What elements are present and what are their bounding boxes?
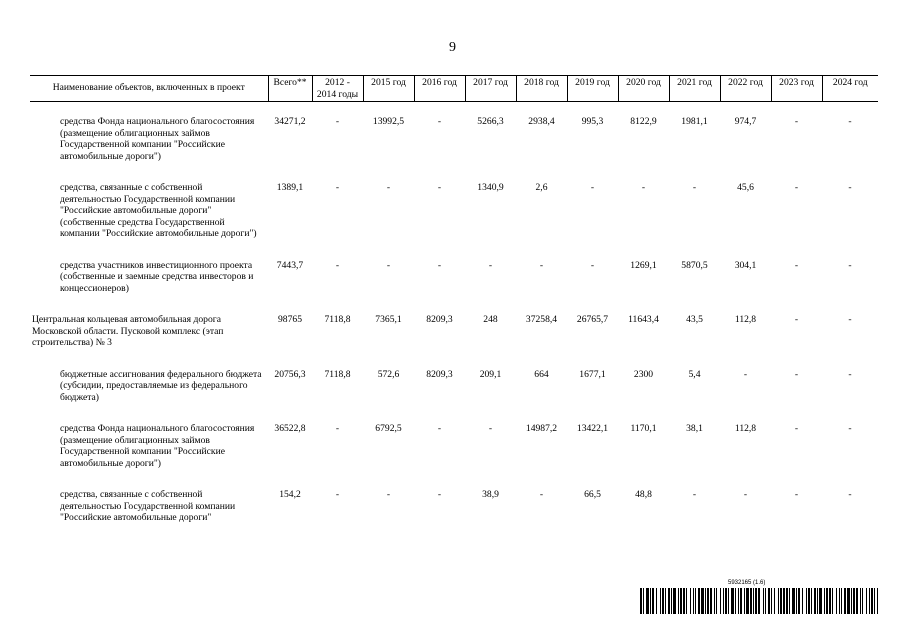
row-value-cell: 36522,8 <box>274 423 306 434</box>
column-header-2015: 2015 год <box>363 76 414 102</box>
barcode-bar <box>824 588 825 614</box>
table-row <box>30 403 878 469</box>
barcode-bar <box>731 588 734 614</box>
row-name-cell: бюджетные ассигнования федерального бюджета (субсидии, предоставляемые из федерального бюджета) <box>60 368 262 403</box>
row-value-cell: 20756,3 <box>274 368 306 380</box>
row-value-cell: 7118,8 <box>324 314 351 325</box>
barcode-bar <box>862 588 863 614</box>
row-value-cell: - <box>437 116 442 127</box>
barcode-bar <box>874 588 875 614</box>
barcode-bar <box>877 588 878 614</box>
barcode-bar <box>750 588 752 614</box>
row-value-cell: - <box>335 489 340 500</box>
column-header-total: Всего** <box>268 76 312 102</box>
barcode-bar <box>853 588 855 614</box>
row-value-cell: - <box>437 489 442 500</box>
row-name-cell: Центральная кольцевая автомобильная дорога Московской области. Пусковой комплекс (этап строительства) № 3 <box>32 314 224 348</box>
barcode-block <box>640 580 878 614</box>
barcode-bar <box>771 588 772 614</box>
barcode-bar <box>758 588 760 614</box>
barcode-bar <box>819 588 822 614</box>
row-value-cell: 45,6 <box>737 182 754 193</box>
row-value-cell: 38,1 <box>686 423 703 434</box>
barcode-bar <box>656 588 657 614</box>
barcode-bar <box>673 588 676 614</box>
barcode-bar <box>698 588 700 614</box>
column-header-2022: 2022 год <box>720 76 771 102</box>
row-value-cell: 248 <box>483 314 498 325</box>
barcode-bar <box>860 588 861 614</box>
row-value-cell: 11643,4 <box>628 314 659 325</box>
barcode-bar <box>701 588 704 614</box>
column-header-2016: 2016 год <box>414 76 465 102</box>
row-value-cell: - <box>590 182 595 193</box>
barcode-bar <box>802 588 803 614</box>
column-header-2023: 2023 год <box>771 76 822 102</box>
barcode-bar <box>814 588 816 614</box>
barcode-bar <box>738 588 739 614</box>
row-value-cell: 43,5 <box>686 314 703 325</box>
table-row <box>30 469 878 524</box>
barcode-bar <box>678 588 679 614</box>
row-value-cell: - <box>386 259 391 271</box>
barcode-bar <box>705 588 706 614</box>
row-value-cell: - <box>539 259 544 271</box>
row-value-cell: - <box>335 182 340 193</box>
row-value-cell: 112,8 <box>734 423 757 434</box>
barcode-bar <box>728 588 729 614</box>
barcode-bar <box>665 588 666 614</box>
barcode-bar <box>720 588 721 614</box>
row-value-cell: 1170,1 <box>630 423 657 434</box>
barcode-bar <box>856 588 858 614</box>
row-value-cell: - <box>386 489 391 500</box>
row-value-cell: - <box>641 182 646 193</box>
barcode-bar <box>643 588 644 614</box>
barcode-bar <box>686 588 687 614</box>
row-value-cell: - <box>335 259 340 271</box>
barcode-bar <box>768 588 770 614</box>
barcode-bar <box>832 588 833 614</box>
barcode-bar <box>668 588 670 614</box>
barcode-bar <box>774 588 775 614</box>
row-name-cell: средства Фонда национального благосостояния (размещение облигационных займов Государственной компании "Российские автомобильные дороги") <box>60 423 255 469</box>
barcode-bar <box>866 588 867 614</box>
barcode-bar <box>683 588 685 614</box>
barcode-bar <box>836 588 837 614</box>
barcode-bar <box>829 588 831 614</box>
page-number: 9 <box>449 40 456 55</box>
barcode-bar <box>671 588 672 614</box>
row-value-cell: - <box>848 259 852 271</box>
barcode-bar <box>798 588 800 614</box>
row-value-cell: - <box>848 182 852 193</box>
row-value-cell: 1981,1 <box>681 116 708 127</box>
column-header-2024: 2024 год <box>822 76 878 102</box>
row-value-cell: 209,1 <box>479 368 502 380</box>
barcode-bar <box>763 588 764 614</box>
barcode-bar <box>646 588 649 614</box>
row-name-cell: средства участников инвестиционного проекта (собственные и заемные средства инвесторов и концессионеров) <box>60 259 254 294</box>
row-value-cell: 974,7 <box>734 116 757 127</box>
row-value-cell: 13992,5 <box>372 116 405 127</box>
row-value-cell: - <box>848 423 852 434</box>
barcode-bar <box>811 588 812 614</box>
row-value-cell: 154,2 <box>279 489 301 500</box>
row-value-cell: 13422,1 <box>576 423 609 434</box>
row-value-cell: - <box>692 182 697 193</box>
row-value-cell: - <box>794 182 799 193</box>
column-header-2017: 2017 год <box>465 76 516 102</box>
barcode-bar <box>652 588 654 614</box>
budget-table <box>30 75 878 524</box>
barcode-bar <box>817 588 818 614</box>
barcode-bar <box>662 588 664 614</box>
row-value-cell: 98765 <box>278 314 302 325</box>
column-header-name: Наименование объектов, включенных в проект <box>30 76 268 102</box>
column-header-2021: 2021 год <box>669 76 720 102</box>
barcode-image <box>640 588 878 614</box>
row-value-cell: - <box>848 489 852 500</box>
row-value-cell: 7365,1 <box>375 314 402 325</box>
barcode-bar <box>753 588 754 614</box>
row-value-cell: - <box>794 314 799 325</box>
row-value-cell: 112,8 <box>734 314 757 325</box>
row-value-cell: - <box>848 368 852 380</box>
barcode-bar <box>710 588 712 614</box>
row-value-cell: - <box>794 259 799 271</box>
row-value-cell: 6792,5 <box>375 423 402 434</box>
row-value-cell: 66,5 <box>584 489 601 500</box>
row-value-cell: - <box>335 116 340 127</box>
barcode-bar <box>871 588 873 614</box>
barcode-bar <box>707 588 709 614</box>
row-value-cell: - <box>437 423 442 434</box>
row-value-cell: 5266,3 <box>477 116 504 127</box>
barcode-bar <box>847 588 850 614</box>
table-row <box>30 349 878 404</box>
row-value-cell: 38,9 <box>482 489 499 500</box>
row-value-cell: - <box>743 489 748 500</box>
barcode-bar <box>780 588 782 614</box>
barcode-bar <box>789 588 790 614</box>
row-value-cell: - <box>692 489 697 500</box>
barcode-bar <box>723 588 724 614</box>
column-header-2019: 2019 год <box>567 76 618 102</box>
barcode-bar <box>690 588 691 614</box>
row-value-cell: 2938,4 <box>528 116 555 127</box>
column-header-2012-2014: 2012 - 2014 годы <box>312 76 363 102</box>
row-value-cell: 7118,8 <box>324 368 351 380</box>
row-name-cell: средства, связанные с собственной деятельностью Государственной компании "Российские автомобильные дороги" (собственные средства Государственной компании "Российские автомобильные дороги") <box>60 182 257 239</box>
row-value-cell: 8209,3 <box>426 314 453 325</box>
row-value-cell: 2300 <box>633 368 654 380</box>
row-value-cell: - <box>794 423 799 434</box>
barcode-bar <box>740 588 742 614</box>
column-header-2020: 2020 год <box>618 76 669 102</box>
barcode-bar <box>735 588 736 614</box>
barcode-bar <box>680 588 682 614</box>
barcode-bar <box>725 588 727 614</box>
row-value-cell: - <box>794 489 799 500</box>
row-value-cell: 8209,3 <box>426 368 453 380</box>
barcode-bar <box>778 588 779 614</box>
row-value-cell: - <box>743 368 748 380</box>
row-name-cell: средства, связанные с собственной деятельностью Государственной компании "Российские автомобильные дороги" <box>60 489 236 523</box>
barcode-bar <box>796 588 797 614</box>
table-row <box>30 240 878 295</box>
row-value-cell: 2,6 <box>535 182 548 193</box>
row-value-cell: 304,1 <box>734 259 757 271</box>
row-value-cell: 572,6 <box>377 368 400 380</box>
row-value-cell: 664 <box>534 368 549 380</box>
row-value-cell: 7443,7 <box>276 259 304 271</box>
row-value-cell: - <box>386 182 391 193</box>
row-value-cell: 37258,4 <box>525 314 558 325</box>
barcode-bar <box>869 588 870 614</box>
row-value-cell: 995,3 <box>581 116 604 127</box>
row-name-cell: средства Фонда национального благосостояния (размещение облигационных займов Государственной компании "Российские автомобильные дороги") <box>60 116 255 162</box>
row-value-cell: 5,4 <box>688 368 701 380</box>
row-value-cell: - <box>437 259 442 271</box>
barcode-bar <box>792 588 795 614</box>
row-value-cell: - <box>794 116 799 127</box>
row-value-cell: 26765,7 <box>576 314 609 325</box>
row-value-cell: 48,8 <box>635 489 652 500</box>
row-value-cell: - <box>335 423 340 434</box>
table-row <box>30 102 878 163</box>
row-value-cell: 5870,5 <box>681 259 708 271</box>
barcode-bar <box>650 588 651 614</box>
row-value-cell: 1269,1 <box>630 259 657 271</box>
column-header-2018: 2018 год <box>516 76 567 102</box>
table-row <box>30 294 878 349</box>
barcode-bar <box>693 588 694 614</box>
barcode-bar <box>640 588 642 614</box>
barcode-bar <box>841 588 842 614</box>
barcode-bar <box>660 588 661 614</box>
row-value-cell: 8122,9 <box>630 116 657 127</box>
barcode-bar <box>716 588 717 614</box>
row-value-cell: - <box>539 489 544 500</box>
barcode-bar <box>695 588 696 614</box>
row-value-cell: - <box>488 423 493 434</box>
barcode-bar <box>765 588 766 614</box>
row-value-cell: - <box>794 368 799 380</box>
barcode-bar <box>844 588 846 614</box>
barcode-bar <box>744 588 745 614</box>
barcode-bar <box>783 588 785 614</box>
row-value-cell: 1677,1 <box>579 368 606 380</box>
barcode-bar <box>808 588 810 614</box>
barcode-bar <box>755 588 757 614</box>
row-value-cell: - <box>848 116 852 127</box>
row-value-cell: - <box>488 259 493 271</box>
row-value-cell: 1340,9 <box>477 182 504 193</box>
barcode-label: 5932165 (1.6) <box>728 580 766 586</box>
row-value-cell: - <box>590 259 595 271</box>
table-row <box>30 162 878 240</box>
barcode-bar <box>839 588 840 614</box>
row-value-cell: 14987,2 <box>525 423 558 434</box>
table-body <box>30 102 878 524</box>
row-value-cell: - <box>437 182 442 193</box>
barcode-bar <box>851 588 852 614</box>
barcode-bar <box>714 588 715 614</box>
row-value-cell: 1389,1 <box>276 182 304 193</box>
row-value-cell: - <box>848 314 852 325</box>
barcode-bar <box>826 588 828 614</box>
barcode-bar <box>806 588 807 614</box>
row-value-cell: 34271,2 <box>274 116 306 127</box>
table-header-row <box>30 76 878 102</box>
barcode-bar <box>786 588 788 614</box>
barcode-bar <box>746 588 749 614</box>
